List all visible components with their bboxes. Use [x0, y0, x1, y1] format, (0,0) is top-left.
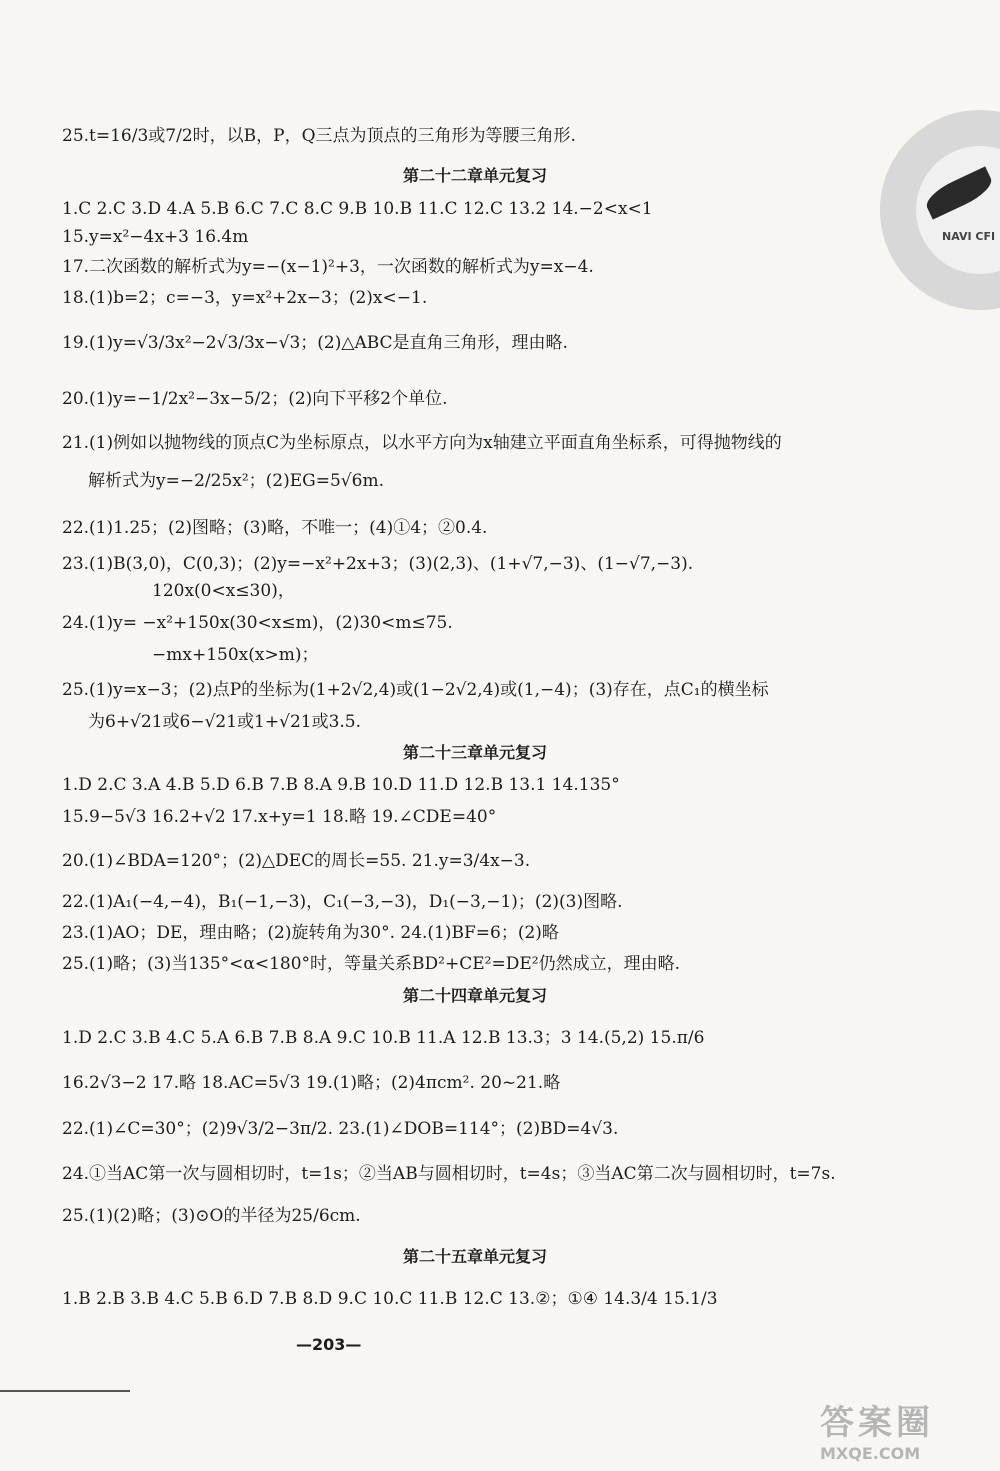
piecewise-line: −mx+150x(x>m)； [152, 645, 319, 665]
page-number: —203— [296, 1335, 362, 1354]
answer-line: 1.B 2.B 3.B 4.C 5.B 6.D 7.B 8.D 9.C 10.C 11.B 12.C 13.②；①④ 14.3/4 15.1/3 [62, 1289, 718, 1309]
answer-line: 23.(1)B(3,0)，C(0,3)；(2)y=−x²+2x+3；(3)(2,3)、(1+√7,−3)、(1−√7,−3). [62, 554, 694, 574]
answer-line: 20.(1)y=−1/2x²−3x−5/2；(2)向下平移2个单位. [62, 389, 448, 409]
answer-line: 22.(1)1.25；(2)图略；(3)略，不唯一；(4)①4；②0.4. [62, 518, 488, 538]
answer-line: 20.(1)∠BDA=120°；(2)△DEC的周长=55. 21.y=3/4x−3. [62, 851, 531, 871]
answer-line: 25.(1)y=x−3；(2)点P的坐标为(1+2√2,4)或(1−2√2,4)或(1,−4)；(3)存在，点C₁的横坐标 [62, 680, 769, 700]
section-heading: 第二十五章单元复习 [402, 1247, 547, 1266]
answer-line: 17.二次函数的解析式为y=−(x−1)²+3，一次函数的解析式为y=x−4. [62, 257, 594, 277]
piecewise-line: 120x(0<x≤30)， [152, 581, 295, 601]
watermark-url: MXQE.COM [820, 1444, 921, 1463]
answer-line: 25.t=16/3或7/2时，以B，P，Q三点为顶点的三角形为等腰三角形. [62, 126, 576, 146]
answer-line: 21.(1)例如以抛物线的顶点C为坐标原点，以水平方向为x轴建立平面直角坐标系，可得抛物线的 [62, 433, 782, 453]
answer-line: 1.D 2.C 3.B 4.C 5.A 6.B 7.B 8.A 9.C 10.B 11.A 12.B 13.3；3 14.(5,2) 15.π/6 [62, 1028, 705, 1048]
section-heading: 第二十二章单元复习 [402, 166, 547, 185]
corner-stamp-logo [880, 110, 1000, 310]
answer-line: 24.①当AC第一次与圆相切时，t=1s；②当AB与圆相切时，t=4s；③当AC第二次与圆相切时，t=7s. [62, 1164, 836, 1184]
watermark-logo [820, 1395, 990, 1465]
answer-line: 1.D 2.C 3.A 4.B 5.D 6.B 7.B 8.A 9.B 10.D 11.D 12.B 13.1 14.135° [62, 775, 620, 795]
answer-line: 15.y=x²−4x+3 16.4m [62, 227, 249, 247]
section-heading: 第二十三章单元复习 [402, 743, 547, 762]
answer-line: 24.(1)y= −x²+150x(30<x≤m)，(2)30<m≤75. [62, 613, 453, 633]
answer-line: 22.(1)∠C=30°；(2)9√3/2−3π/2. 23.(1)∠DOB=114°；(2)BD=4√3. [62, 1119, 619, 1139]
answer-line: 25.(1)略；(3)当135°<α<180°时，等量关系BD²+CE²=DE²仍然成立，理由略. [62, 954, 680, 974]
answer-line: 为6+√21或6−√21或1+√21或3.5. [88, 712, 362, 732]
answer-line: 25.(1)(2)略；(3)⊙O的半径为25/6cm. [62, 1206, 361, 1226]
answer-line: 22.(1)A₁(−4,−4)，B₁(−1,−3)，C₁(−3,−3)，D₁(−3,−1)；(2)(3)图略. [62, 892, 623, 912]
stamp-text: NAVI CFI [942, 230, 996, 243]
footer-rule [0, 1390, 130, 1392]
answer-line: 19.(1)y=√3/3x²−2√3/3x−√3；(2)△ABC是直角三角形，理由略. [62, 333, 568, 353]
answer-line: 解析式为y=−2/25x²；(2)EG=5√6m. [88, 471, 384, 491]
answer-line: 16.2√3−2 17.略 18.AC=5√3 19.(1)略；(2)4πcm². 20~21.略 [62, 1073, 561, 1093]
answer-line: 23.(1)AO；DE，理由略；(2)旋转角为30°. 24.(1)BF=6；(2)略 [62, 923, 559, 943]
watermark-title: 答案圈 [820, 1403, 934, 1443]
answer-line: 15.9−5√3 16.2+√2 17.x+y=1 18.略 19.∠CDE=40° [62, 807, 497, 827]
section-heading: 第二十四章单元复习 [402, 986, 547, 1005]
answer-line: 18.(1)b=2；c=−3，y=x²+2x−3；(2)x<−1. [62, 288, 428, 308]
answer-line: 1.C 2.C 3.D 4.A 5.B 6.C 7.C 8.C 9.B 10.B 11.C 12.C 13.2 14.−2<x<1 [62, 199, 653, 219]
